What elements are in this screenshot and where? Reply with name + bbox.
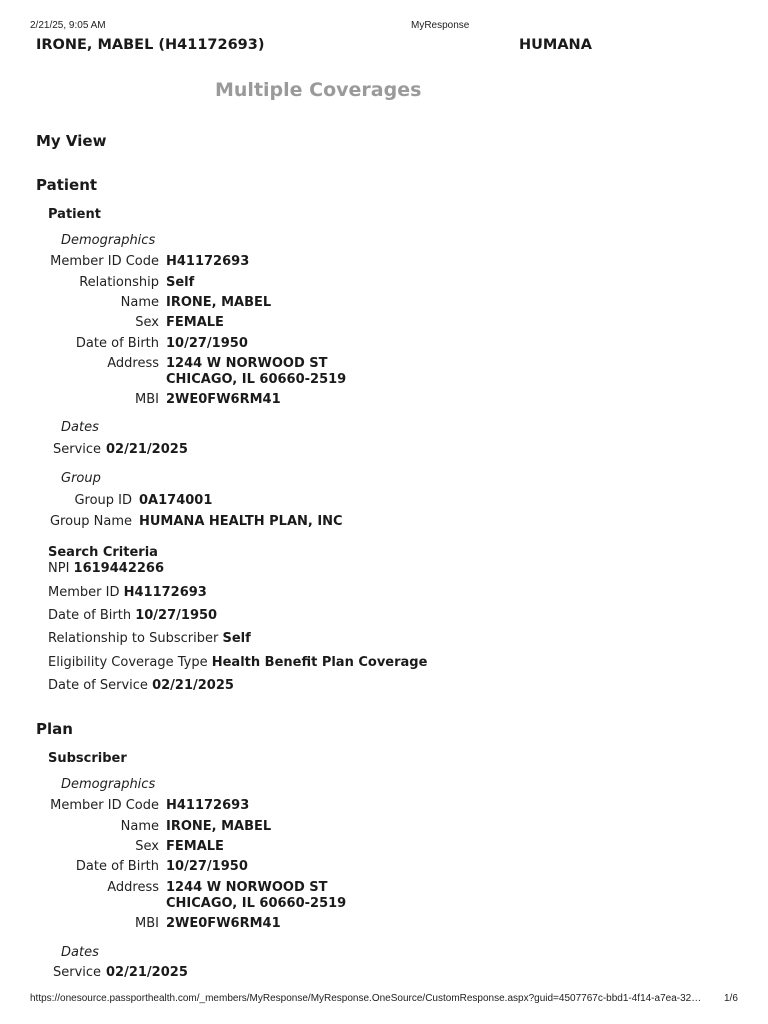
date-of-service-label: Date of Service (48, 678, 148, 693)
dob-label: Date of Birth (75, 336, 159, 351)
sex-label: Sex (135, 315, 159, 330)
print-url: https://onesource.passporthealth.com/_members/MyResponse/MyResponse.OneSource/CustomResponse.aspx?guid=4507767c-bbd1-4f14-a7ea-32… (30, 993, 702, 1004)
member-id-label: Member ID Code (50, 254, 159, 269)
print-page-number: 1/6 (724, 993, 738, 1004)
address-line2: CHICAGO, IL 60660-2519 (166, 372, 347, 387)
address-line1: 1244 W NORWOOD ST (166, 356, 328, 371)
search-member-id-row (48, 585, 207, 600)
search-criteria-heading: Search Criteria (48, 545, 158, 560)
address-label: Address (107, 356, 159, 371)
subscriber-subheading: Subscriber (48, 751, 127, 766)
subscriber-dates-label: Dates (61, 945, 99, 960)
search-relationship-value: Self (222, 631, 251, 646)
search-member-id-label: Member ID (48, 585, 120, 600)
date-of-service-value: 02/21/2025 (152, 678, 234, 693)
npi-value: 1619442266 (73, 561, 165, 576)
sex-value: FEMALE (166, 315, 224, 330)
patient-subheading: Patient (48, 207, 101, 222)
coverage-type-row (48, 655, 427, 670)
print-title: MyResponse (411, 20, 470, 31)
service-value: 02/21/2025 (106, 442, 188, 457)
coverage-type-value: Health Benefit Plan Coverage (211, 655, 428, 670)
member-id-value: H41172693 (166, 254, 250, 269)
coverage-type-label: Eligibility Coverage Type (48, 655, 208, 670)
group-name-label: Group Name (49, 514, 132, 529)
search-dob-row (48, 608, 217, 623)
dates-label: Dates (61, 420, 99, 435)
print-datetime: 2/21/25, 9:05 AM (30, 20, 106, 31)
patient-header: IRONE, MABEL (H41172693) (36, 37, 265, 53)
page-title: Multiple Coverages (215, 79, 422, 101)
subscriber-mbi-label: MBI (135, 916, 159, 931)
subscriber-name-value: IRONE, MABEL (166, 819, 272, 834)
subscriber-member-id-label: Member ID Code (50, 798, 159, 813)
plan-section-heading: Plan (36, 720, 73, 738)
patient-section-heading: Patient (36, 176, 98, 194)
group-label: Group (61, 471, 101, 486)
subscriber-name-label: Name (120, 819, 159, 834)
subscriber-sex-label: Sex (135, 839, 159, 854)
subscriber-dob-label: Date of Birth (75, 859, 159, 874)
npi-label: NPI (48, 561, 70, 576)
search-relationship-label: Relationship to Subscriber (48, 631, 219, 646)
group-id-value: 0A174001 (139, 493, 213, 508)
subscriber-address-line2: CHICAGO, IL 60660-2519 (166, 896, 347, 911)
subscriber-address-label: Address (107, 880, 159, 895)
subscriber-mbi-value: 2WE0FW6RM41 (166, 916, 281, 931)
service-label: Service (53, 442, 102, 457)
name-label: Name (120, 295, 159, 310)
subscriber-service-label: Service (53, 965, 102, 980)
dob-value: 10/27/1950 (166, 336, 248, 351)
subscriber-dob-value: 10/27/1950 (166, 859, 248, 874)
group-name-value: HUMANA HEALTH PLAN, INC (139, 514, 343, 529)
search-relationship-row (48, 631, 251, 646)
name-value: IRONE, MABEL (166, 295, 272, 310)
subscriber-service-value: 02/21/2025 (106, 965, 188, 980)
relationship-label: Relationship (79, 275, 159, 290)
mbi-value: 2WE0FW6RM41 (166, 392, 281, 407)
payer-name: HUMANA (519, 37, 592, 53)
group-id-label: Group ID (74, 493, 132, 508)
subscriber-sex-value: FEMALE (166, 839, 224, 854)
subscriber-demographics-label: Demographics (61, 777, 156, 792)
date-of-service-row (48, 678, 234, 693)
my-view-heading: My View (36, 132, 107, 150)
search-dob-value: 10/27/1950 (135, 608, 218, 623)
npi-row (48, 561, 164, 576)
relationship-value: Self (166, 275, 195, 290)
search-dob-label: Date of Birth (48, 608, 132, 623)
subscriber-member-id-value: H41172693 (166, 798, 250, 813)
search-member-id-value: H41172693 (123, 585, 207, 600)
demographics-label: Demographics (61, 233, 156, 248)
mbi-label: MBI (135, 392, 159, 407)
subscriber-address-line1: 1244 W NORWOOD ST (166, 880, 328, 895)
